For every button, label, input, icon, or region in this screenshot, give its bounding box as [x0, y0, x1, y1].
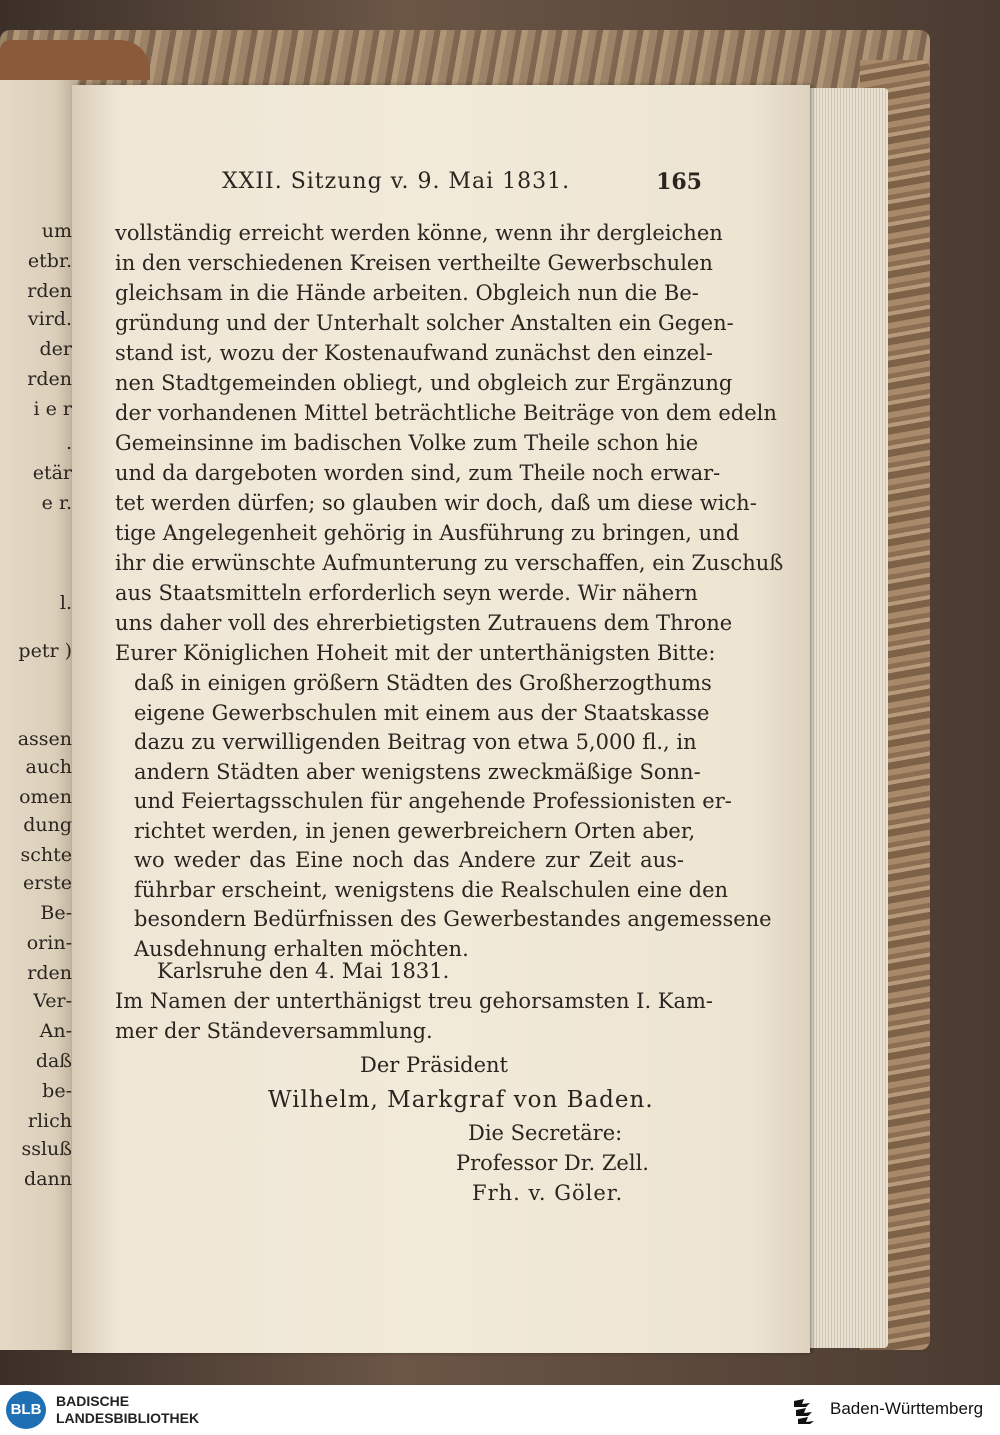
- chamber-line-2: mer der Ständeversammlung.: [115, 1019, 433, 1043]
- body-line: uns daher voll des ehrerbietigsten Zutrauens dem Throne: [115, 611, 733, 635]
- body-line: aus Staatsmitteln erforderlich seyn werde. Wir nähern: [115, 581, 698, 605]
- petition-line: dazu zu verwilligenden Beitrag von etwa 5,000 fl., in: [134, 730, 697, 754]
- left-page-line: rden: [27, 962, 72, 984]
- left-page-line: ssluß: [21, 1138, 72, 1160]
- body-line: stand ist, wozu der Kostenaufwand zunächst den einzel-: [115, 341, 713, 365]
- body-line: gründung und der Unterhalt solcher Anstalten ein Gegen-: [115, 311, 734, 335]
- left-page-line: etbr.: [27, 250, 72, 272]
- right-page: [72, 85, 810, 1353]
- blb-name-line-2: LANDESBIBLIOTHEK: [56, 1410, 200, 1426]
- left-page-line: rlich: [27, 1110, 72, 1132]
- left-page-line: An-: [39, 1020, 72, 1042]
- president-name: Wilhelm, Markgraf von Baden.: [268, 1087, 654, 1113]
- page-number: 165: [656, 169, 702, 195]
- left-page-line: orin-: [26, 932, 72, 954]
- left-page-line: schte: [20, 844, 72, 866]
- body-line: der vorhandenen Mittel beträchtliche Beiträge von dem edeln: [115, 401, 777, 425]
- book-spine-strip: [0, 40, 150, 80]
- petition-line: andern Städten aber wenigstens zweckmäßige Sonn-: [134, 759, 701, 784]
- petition-line: und Feiertagsschulen für angehende Professionisten er-: [134, 789, 732, 813]
- body-line: Eurer Königlichen Hoheit mit der unterthänigsten Bitte:: [115, 641, 716, 665]
- left-page-line: l.: [59, 592, 72, 614]
- petition-line: richtet werden, in jenen gewerbreichern Orten aber,: [134, 818, 696, 843]
- baden-wuerttemberg-label[interactable]: Baden-Württemberg: [830, 1399, 984, 1418]
- left-page-line: .: [65, 432, 72, 454]
- left-page-line: assen: [17, 728, 72, 750]
- left-page-line: etär: [32, 462, 72, 484]
- body-line: tet werden dürfen; so glauben wir doch, daß um diese wich-: [115, 491, 757, 515]
- footer-bar: [0, 1385, 1000, 1435]
- secretary-2: Frh. v. Göler.: [472, 1181, 624, 1205]
- left-page-line: e r.: [41, 492, 72, 514]
- body-line: in den verschiedenen Kreisen vertheilte Gewerbschulen: [115, 251, 713, 275]
- left-page-line: dann: [24, 1168, 72, 1190]
- body-line: gleichsam in die Hände arbeiten. Obgleich nun die Be-: [115, 281, 699, 305]
- left-page-line: dung: [23, 814, 72, 836]
- body-line: tige Angelegenheit gehörig in Ausführung zu bringen, und: [115, 521, 740, 545]
- baden-wuerttemberg-lions-icon: [790, 1395, 820, 1425]
- left-page-line: auch: [25, 756, 72, 778]
- place-date: Karlsruhe den 4. Mai 1831.: [157, 959, 450, 983]
- petition-line: besondern Bedürfnissen des Gewerbestandes angemessene: [134, 907, 772, 931]
- left-page-line: petr ): [18, 640, 72, 662]
- blb-name: [56, 1393, 199, 1427]
- secretaries-label: Die Secretäre:: [468, 1121, 623, 1145]
- body-line: ihr die erwünschte Aufmunterung zu verschaffen, ein Zuschuß: [115, 551, 784, 575]
- left-page-line: der: [39, 338, 72, 360]
- body-line: nen Stadtgemeinden obliegt, und obgleich zur Ergänzung: [115, 371, 733, 395]
- left-page-line: Be-: [40, 902, 72, 924]
- left-page-line: daß: [35, 1050, 72, 1072]
- petition-line: führbar erscheint, wenigstens die Realschulen eine den: [134, 877, 729, 902]
- petition-line: Ausdehnung erhalten möchten.: [134, 936, 469, 961]
- running-title: XXII. Sitzung v. 9. Mai 1831.: [222, 169, 571, 194]
- left-page-fragment: [0, 80, 78, 1350]
- left-page-line: Ver-: [33, 990, 72, 1012]
- body-line: Gemeinsinne im badischen Volke zum Theile schon hie: [115, 431, 699, 455]
- chamber-line-1: Im Namen der unterthänigst treu gehorsamsten I. Kam-: [115, 989, 714, 1013]
- blb-logo[interactable]: BLB: [6, 1391, 46, 1429]
- left-page-line: be-: [42, 1080, 72, 1102]
- body-line: und da dargeboten worden sind, zum Theile noch erwar-: [115, 461, 721, 485]
- left-page-line: rden: [27, 280, 72, 302]
- petition-line: eigene Gewerbschulen mit einem aus der Staatskasse: [134, 700, 710, 725]
- left-page-line: rden: [27, 368, 72, 390]
- left-page-line: i e r: [33, 398, 72, 420]
- petition-line: daß in einigen größern Städten des Großherzogthums: [134, 671, 712, 695]
- president-label: Der Präsident: [360, 1053, 508, 1077]
- secretary-1: Professor Dr. Zell.: [456, 1151, 649, 1175]
- body-line: vollständig erreicht werden könne, wenn ihr dergleichen: [115, 221, 723, 245]
- left-page-line: erste: [23, 872, 72, 894]
- left-page-line: vird.: [27, 308, 72, 330]
- left-page-line: omen: [19, 786, 72, 808]
- petition-line: wo weder das Eine noch das Andere zur Zeit aus-: [134, 848, 684, 872]
- blb-name-line-1: BADISCHE: [56, 1393, 130, 1409]
- left-page-line: um: [41, 220, 72, 242]
